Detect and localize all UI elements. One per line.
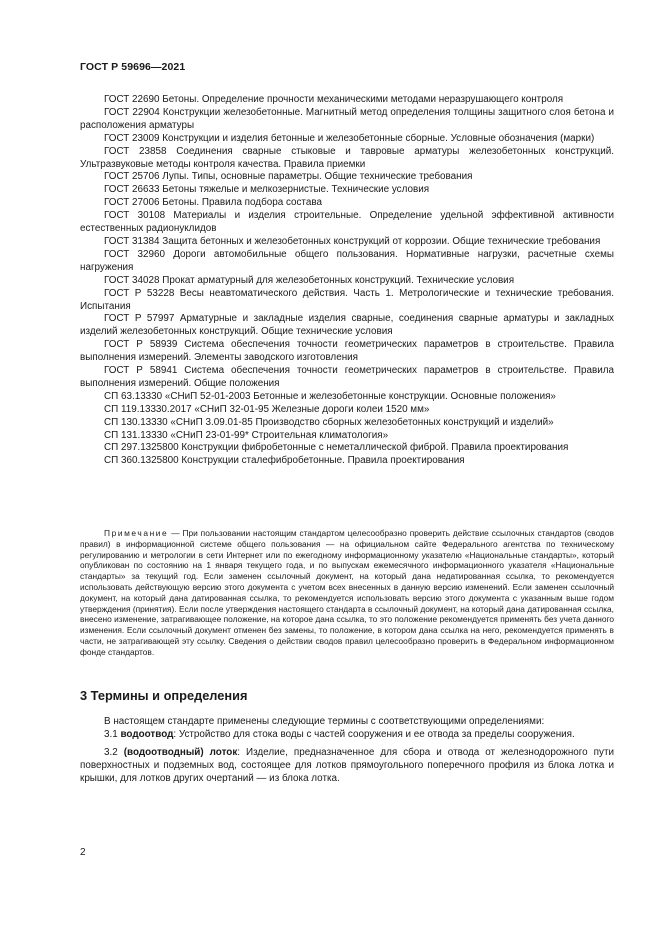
reference-item: СП 130.13330 «СНиП 3.09.01-85 Производство сборных железобетонных конструкций и изделий»	[104, 416, 554, 428]
term-name: (водоотводный) лоток	[123, 746, 238, 758]
reference-item: ГОСТ 32960 Дороги автомобильные общего пользования. Нормативные нагрузки, расчетные схемы нагружения	[80, 248, 614, 273]
reference-item: ГОСТ 31384 Защита бетонных и железобетонных конструкций от коррозии. Общие технические требования	[104, 235, 601, 247]
document-header: ГОСТ Р 59696—2021	[80, 61, 186, 73]
term-number: 3.2	[104, 746, 124, 758]
reference-item: СП 297.1325800 Конструкции фибробетонные с неметаллической фиброй. Правила проектирования	[104, 442, 569, 454]
section-intro: В настоящем стандарте применены следующие термины с соответствующими определениями:	[104, 716, 545, 727]
page-number: 2	[80, 847, 86, 858]
reference-item: СП 119.13330.2017 «СНиП 32-01-95 Железные дороги колеи 1520 мм»	[104, 403, 430, 415]
note-label: Примечание	[104, 528, 169, 538]
reference-item: ГОСТ 27006 Бетоны. Правила подбора состава	[104, 197, 322, 209]
term-definition	[80, 729, 614, 742]
reference-item: ГОСТ 26633 Бетоны тяжелые и мелкозернистые. Технические условия	[104, 184, 430, 196]
reference-list	[80, 94, 614, 468]
note-paragraph	[80, 528, 614, 658]
reference-item: ГОСТ Р 57997 Арматурные и закладные изделия сварные, соединения сварные арматуры и закладных изделий железобетонных конструкций. Общие технические условия	[80, 313, 614, 338]
reference-item: ГОСТ 22904 Конструкции железобетонные. Магнитный метод определения толщины защитного слоя бетона и расположения арматуры	[80, 106, 614, 131]
note-block	[80, 528, 614, 658]
reference-item: ГОСТ 25706 Лупы. Типы, основные параметры. Общие технические требования	[104, 171, 473, 183]
reference-item: СП 63.13330 «СНиП 52-01-2003 Бетонные и железобетонные конструкции. Основные положения»	[104, 390, 556, 402]
reference-item: ГОСТ 34028 Прокат арматурный для железобетонных конструкций. Технические условия	[104, 274, 515, 286]
reference-item: ГОСТ Р 53228 Весы неавтоматического действия. Часть 1. Метрологические и технические требования. Испытания	[80, 287, 614, 312]
reference-item: ГОСТ 30108 Материалы и изделия строительные. Определение удельной эффективной активности естественных радионуклидов	[80, 210, 614, 235]
reference-item: ГОСТ 22690 Бетоны. Определение прочности механическими методами неразрушающего контроля	[104, 94, 564, 105]
reference-item: ГОСТ 23858 Соединения сварные стыковые и тавровые арматуры железобетонных конструкций. Ультразвуковые методы контроля качества. Правила приемки	[80, 145, 614, 170]
reference-item: ГОСТ Р 58939 Система обеспечения точности геометрических параметров в строительстве. Правила выполнения измерений. Элементы заводского изготовления	[80, 339, 614, 364]
reference-item: СП 360.1325800 Конструкции сталефибробетонные. Правила проектирования	[104, 455, 465, 467]
reference-item: СП 131.13330 «СНиП 23-01-99* Строительная климатология»	[104, 429, 389, 441]
term-definition	[80, 747, 614, 786]
reference-item: ГОСТ Р 58941 Система обеспечения точности геометрических параметров в строительстве. Правила выполнения измерений. Общие положения	[80, 365, 614, 389]
term-number: 3.1	[104, 728, 121, 740]
term-name: водоотвод	[120, 728, 174, 740]
section-title: 3 Термины и определения	[80, 688, 248, 703]
section-body	[80, 716, 614, 786]
term-text: : Устройство для стока воды с частей сооружения и ее отвода за пределы сооружения.	[173, 728, 575, 740]
term-text: : Изделие, предназначенное для сбора и отвода от железнодорожного пути поверхностных и подземных вод, состоящее для лотков прямоугольного поперечного профиля из блока лотка и крышки, для лотков других очертаний — из блока лотка.	[80, 746, 614, 784]
reference-item: ГОСТ 23009 Конструкции и изделия бетонные и железобетонные сборные. Условные обозначения (марки)	[104, 132, 595, 144]
note-text: — При пользовании настоящим стандартом целесообразно проверить действие ссылочных стандартов (сводов правил) в информационной системе общего пользования — на официальном сайте Федерального агентства по техническому регулированию и метрологии в сети Интернет или по ежегодному информационному указателю «Национальные стандарты», который опубликован по состоянию на 1 января текущего года, и по выпускам ежемесячного информационного указателя «Национальные стандарты» за текущий год. Если заменен ссылочный документ, на который дана недатированная ссылка, то рекомендуется использовать действующую версию этого документа с учетом всех внесенных в данную версию изменений. Если заменен ссылочный документ, на который дана датированная ссылка, то рекомендуется использовать версию этого документа с указанным выше годом утверждения (принятия). Если после утверждения настоящего стандарта в ссылочный документ, на который дана датированная ссылка, внесено изменение, затрагивающее положение, на которое дана ссылка, то это положение рекомендуется применять без учета данного изменения. Если ссылочный документ отменен без замены, то положение, в котором дана ссылка на него, рекомендуется применять в части, не затрагивающей эту ссылку. Сведения о действии сводов правил целесообразно проверить в Федеральном информационном фонде стандартов.	[80, 528, 614, 657]
